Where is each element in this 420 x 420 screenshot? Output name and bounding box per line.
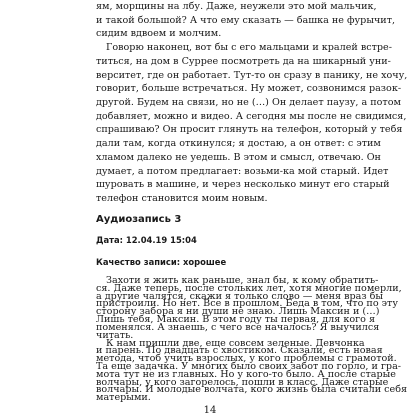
text-line: телефон становится моим новым.: [96, 193, 268, 205]
recording-paragraphs: [96, 275, 408, 404]
text-line: дали там, когда откинулся; я достаю, а он ответ: с этим: [96, 138, 381, 150]
page-number: 14: [203, 405, 217, 416]
text-line: титься, на дом в Суррее посмотреть да на шикарный уни-: [96, 55, 391, 67]
text-line: верситет, где он работает. Тут-то он сразу в панику, не хочу,: [96, 69, 408, 81]
text-line: спрашиваю? Он просит глянуть на телефон, который у тебя: [96, 124, 403, 136]
text-line: ся. Даже теперь, после стольких лет, хотя многие померли,: [96, 282, 402, 294]
text-line: Та еще задачка. У многих было своих забот по горло, и гра-: [96, 360, 402, 372]
text-line: метода, чтоб учить взрослых, у кого проблемы с грамотой.: [96, 353, 397, 365]
text-line: а другие чалятся, скажи я только слово — меня враз бы: [96, 290, 384, 302]
text-line: думает, а потом предлагает: возьми-ка мой старый. Идет: [96, 165, 389, 177]
text-line: мота тут не из главных. Но у кого-то было. А после старые: [96, 368, 396, 380]
text-line: сидим вдвоем и молчим.: [96, 28, 222, 40]
text-line: волчары, у кого загорелось, пошли в класс. Даже старые: [96, 376, 389, 388]
text-line: пристроили. Но нет. Все в прошлом. Беда в том, что по эту: [96, 298, 398, 310]
text-line: К нам пришли две, еще совсем зеленые. Девчонка: [106, 337, 365, 349]
text-line: матерыми.: [96, 392, 151, 404]
top-paragraphs: [96, 0, 408, 206]
text-line: и такой большой? А что ему сказать — башка не фурычит,: [96, 14, 396, 26]
text-line: хламом далеко не уедешь. В этом и смысл, отвечаю. Он: [96, 151, 381, 163]
text-line: шуровать в машине, и через несколько минут его старый: [96, 179, 390, 191]
recording-title: Аудиозапись 3: [96, 214, 182, 225]
text-line: Лишь тебя, Максин. В этом году ты первая, для кого я: [96, 314, 376, 326]
text-line: волчары. И молодые волчата, кого жизнь была считали себя: [96, 384, 408, 396]
text-line: Захоти я жить как раньше, знал бы, к кому обратить-: [106, 275, 379, 286]
text-line: Говорю наконец, вот бы с его мальцами и кралей встре-: [106, 42, 392, 54]
text-line: добавляет, можно и видео. А сегодня мы после не свидимся,: [96, 110, 407, 122]
text-line: поменялся. А знаешь, с чего все началось? Я выучился: [96, 321, 380, 333]
text-line: читать.: [96, 329, 134, 341]
text-line: ям, морщины на лбу. Даже, неужели это мой мальчик,: [96, 1, 377, 12]
text-line: сторону забора я ни души не знаю. Лишь Максин и (…): [96, 306, 380, 318]
recording-date: Дата: 12.04.19 15:04: [96, 235, 197, 245]
text-line: и парень. По двадцать с хвостиком. Сказали, есть новая: [96, 345, 383, 357]
recording-quality: Качество записи: хорошее: [96, 257, 227, 267]
text-line: говорит, больше встречаться. Ну может, созвонимся разок-: [96, 83, 402, 95]
text-line: другой. Будем на связи, но не (…) Он делает паузу, а потом: [96, 97, 401, 109]
